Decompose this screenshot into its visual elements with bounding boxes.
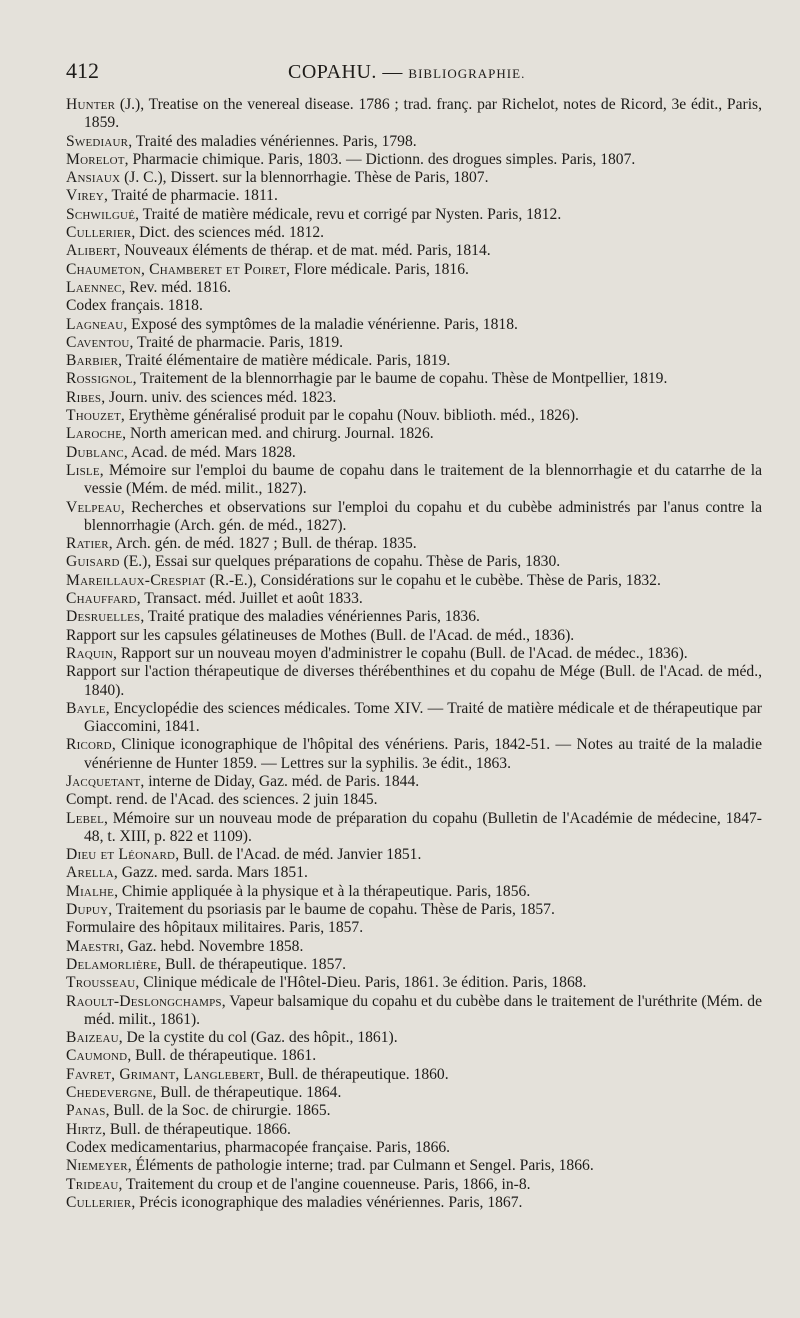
bibliography-entry	[66, 608, 762, 626]
bibliography-entry	[66, 1157, 762, 1175]
entry-author: Cullerier	[66, 224, 132, 242]
entry-author: Ricord	[66, 736, 112, 754]
entry-author: Mialhe	[66, 882, 115, 900]
entry-text: , Traité des maladies vénériennes. Paris, 1798.	[128, 132, 417, 150]
entry-text: , Éléments de pathologie interne; trad. par Culmann et Sengel. Paris, 1866.	[127, 1157, 594, 1175]
entry-text: , Encyclopédie des sciences médicales. Tome XIV. — Traité de matière médicale et de thérapeutique par Giaccomini, 1841.	[84, 699, 762, 736]
entry-author: Caumond	[66, 1047, 128, 1065]
bibliography-entry	[66, 407, 762, 425]
bibliography-entry	[66, 462, 762, 499]
entry-text: , Rapport sur un nouveau moyen d'administrer le copahu (Bull. de l'Acad. de médec., 1836).	[113, 644, 688, 662]
section-title: BIBLIOGRAPHIE.	[408, 66, 526, 81]
chapter-title: COPAHU.	[288, 61, 377, 83]
bibliography-entry	[66, 645, 762, 663]
entry-text: , Transact. méd. Juillet et août 1833.	[136, 590, 363, 608]
bibliography-entry	[66, 1102, 762, 1120]
entry-text: , Pharmacie chimique. Paris, 1803. — Dictionn. des drogues simples. Paris, 1807.	[124, 150, 636, 168]
entry-text: , Bull. de thérapeutique. 1857.	[157, 955, 347, 973]
bibliography-entry	[66, 919, 762, 937]
bibliography-entry	[66, 590, 762, 608]
entry-text: , Traité élémentaire de matière médicale. Paris, 1819.	[118, 352, 451, 370]
bibliography-entry	[66, 956, 762, 974]
bibliography-entry	[66, 1121, 762, 1139]
bibliography-list	[66, 96, 762, 1212]
entry-author: Mareillaux-Crespiat	[66, 571, 206, 589]
entry-text: , Recherches et observations sur l'emploi du copahu et du cubèbe administrés par l'anus contre la blennorrhagie (Arch. gén. de méd., 1827).	[84, 498, 762, 534]
entry-author: Thouzet	[66, 407, 121, 425]
entry-text: , Arch. gén. de méd. 1827 ; Bull. de thérap. 1835.	[108, 535, 417, 553]
entry-text: , Bull. de thérapeutique. 1861.	[127, 1047, 317, 1065]
entry-text: Codex français. 1818.	[66, 297, 203, 315]
entry-author: Dupuy	[66, 901, 109, 919]
entry-text: , Chimie appliquée à la physique et à la thérapeutique. Paris, 1856.	[114, 882, 531, 900]
entry-text: , Traitement du psoriasis par le baume de copahu. Thèse de Paris, 1857.	[108, 901, 555, 919]
entry-text: , Clinique iconographique de l'hôpital des vénériens. Paris, 1842-51. — Notes au traité de la maladie vénérienne de Hunter 1859. — Lettres sur la syphilis. 3e édit., 1863.	[84, 736, 762, 772]
bibliography-entry	[66, 700, 762, 737]
entry-author: Maestri	[66, 937, 120, 955]
bibliography-entry	[66, 352, 762, 370]
entry-author: Laroche	[66, 425, 123, 443]
bibliography-entry	[66, 187, 762, 205]
entry-author: Ansiaux	[66, 169, 121, 187]
bibliography-entry	[66, 773, 762, 791]
entry-author: Raquin	[66, 644, 114, 662]
entry-author: Trideau	[66, 1175, 119, 1193]
entry-text: Compt. rend. de l'Acad. des sciences. 2 juin 1845.	[66, 791, 378, 809]
bibliography-entry	[66, 1176, 762, 1194]
bibliography-entry	[66, 499, 762, 536]
entry-author: Panas	[66, 1102, 106, 1120]
bibliography-entry	[66, 938, 762, 956]
bibliography-entry	[66, 96, 762, 133]
entry-author: Chaumeton, Chamberet et Poiret	[66, 260, 287, 278]
entry-text: , Erythème généralisé produit par le copahu (Nouv. biblioth. méd., 1826).	[120, 407, 579, 425]
bibliography-entry	[66, 553, 762, 571]
entry-author: Dieu et Léonard	[66, 846, 176, 864]
entry-text: , North american med. and chirurg. Journal. 1826.	[122, 425, 434, 443]
entry-author: Dublanc	[66, 443, 124, 461]
bibliography-entry	[66, 864, 762, 882]
entry-text: , Précis iconographique des maladies vénériennes. Paris, 1867.	[131, 1193, 523, 1211]
bibliography-entry	[66, 1194, 762, 1212]
bibliography-entry	[66, 663, 762, 700]
entry-text: , Clinique médicale de l'Hôtel-Dieu. Paris, 1861. 3e édition. Paris, 1868.	[135, 974, 587, 992]
entry-author: Schwilgué	[66, 205, 136, 223]
entry-author: Virey	[66, 187, 104, 205]
entry-author: Raoult-Deslongchamps	[66, 992, 222, 1010]
bibliography-entry	[66, 151, 762, 169]
entry-text: , Vapeur balsamique du copahu et du cubèbe dans le traitement de l'uréthrite (Mém. de méd. milit., 1861).	[84, 992, 762, 1028]
bibliography-entry	[66, 169, 762, 187]
bibliography-entry	[66, 316, 762, 334]
bibliography-entry	[66, 297, 762, 315]
entry-text: , Gazz. med. sarda. Mars 1851.	[113, 864, 308, 882]
bibliography-entry	[66, 883, 762, 901]
bibliography-entry	[66, 334, 762, 352]
entry-author: Baizeau	[66, 1029, 119, 1047]
entry-author: Niemeyer	[66, 1157, 128, 1175]
entry-text: , Journ. univ. des sciences méd. 1823.	[101, 388, 337, 406]
entry-text: , Flore médicale. Paris, 1816.	[286, 260, 469, 278]
entry-text: , Traité de pharmacie. Paris, 1819.	[129, 333, 344, 351]
title-separator: —	[376, 61, 409, 83]
running-title	[288, 61, 525, 84]
bibliography-entry	[66, 279, 762, 297]
entry-text: , interne de Diday, Gaz. méd. de Paris. 1844.	[140, 772, 420, 790]
entry-text: , Mémoire sur l'emploi du baume de copahu dans le traitement de la blennorrhagie et du catarrhe de la vessie (Mém. de méd. milit., 1827).	[84, 461, 762, 498]
bibliography-entry	[66, 242, 762, 260]
bibliography-entry	[66, 444, 762, 462]
entry-author: Desruelles	[66, 608, 141, 626]
entry-author: Delamorlière	[66, 955, 158, 973]
bibliography-entry	[66, 261, 762, 279]
bibliography-entry	[66, 1066, 762, 1084]
entry-text: , Bull. de la Soc. de chirurgie. 1865.	[105, 1102, 331, 1120]
entry-author: Guisard	[66, 553, 120, 571]
entry-author: Hirtz	[66, 1120, 103, 1138]
entry-text: Codex medicamentarius, pharmacopée française. Paris, 1866.	[66, 1138, 451, 1156]
running-header	[66, 58, 762, 88]
entry-text: , Rev. méd. 1816.	[121, 278, 231, 296]
entry-text: , Traité de matière médicale, revu et corrigé par Nysten. Paris, 1812.	[135, 205, 562, 223]
entry-author: Arella	[66, 864, 114, 882]
entry-text: , Bull. de thérapeutique. 1860.	[259, 1065, 449, 1083]
entry-text: , Dict. des sciences méd. 1812.	[131, 224, 325, 242]
entry-text: , Traité de pharmacie. 1811.	[103, 187, 278, 205]
bibliography-entry	[66, 974, 762, 992]
entry-author: Lisle	[66, 461, 100, 479]
bibliography-entry	[66, 627, 762, 645]
entry-text: (J.), Treatise on the venereal disease. 1786 ; trad. franç. par Richelot, notes de Ricord, 3e édit., Paris, 1859.	[84, 96, 762, 132]
entry-text: (R.-E.), Considérations sur le copahu et le cubèbe. Thèse de Paris, 1832.	[205, 571, 661, 589]
entry-text: , Bull. de l'Acad. de méd. Janvier 1851.	[175, 846, 422, 864]
bibliography-entry	[66, 1139, 762, 1157]
entry-author: Jacquetant	[66, 772, 141, 790]
bibliography-entry	[66, 736, 762, 773]
entry-author: Favret, Grimant, Langlebert	[66, 1065, 260, 1083]
bibliography-entry	[66, 791, 762, 809]
entry-author: Trousseau	[66, 974, 136, 992]
entry-text: , Gaz. hebd. Novembre 1858.	[119, 937, 304, 955]
entry-author: Lagneau	[66, 315, 124, 333]
entry-text: Formulaire des hôpitaux militaires. Paris, 1857.	[66, 919, 364, 937]
bibliography-entry	[66, 1029, 762, 1047]
entry-text: , Mémoire sur un nouveau mode de préparation du copahu (Bulletin de l'Académie de médecine, 1847-48, t. XIII, p. 822 et 1109).	[84, 809, 762, 845]
bibliography-entry	[66, 846, 762, 864]
entry-text: , Traité pratique des maladies vénériennes Paris, 1836.	[140, 608, 480, 626]
entry-author: Alibert	[66, 242, 117, 260]
entry-author: Hunter	[66, 96, 116, 113]
page-number: 412	[66, 58, 99, 83]
entry-author: Bayle	[66, 699, 106, 717]
bibliography-entry	[66, 206, 762, 224]
entry-text: Rapport sur les capsules gélatineuses de Mothes (Bull. de l'Acad. de méd., 1836).	[66, 626, 575, 644]
entry-author: Lebel	[66, 809, 105, 827]
bibliography-entry	[66, 370, 762, 388]
entry-text: , Exposé des symptômes de la maladie vénérienne. Paris, 1818.	[123, 315, 518, 333]
bibliography-entry	[66, 389, 762, 407]
entry-author: Cullerier	[66, 1193, 132, 1211]
entry-author: Velpeau	[66, 498, 121, 516]
entry-text: , Traitement de la blennorrhagie par le baume de copahu. Thèse de Montpellier, 1819.	[132, 370, 668, 388]
entry-author: Morelot	[66, 150, 125, 168]
entry-author: Rossignol	[66, 370, 133, 388]
entry-author: Chauffard	[66, 590, 137, 608]
bibliography-entry	[66, 1047, 762, 1065]
entry-text: , Bull. de thérapeutique. 1864.	[152, 1084, 342, 1102]
entry-text: (J. C.), Dissert. sur la blennorrhagie. Thèse de Paris, 1807.	[120, 169, 489, 187]
bibliography-entry	[66, 572, 762, 590]
bibliography-entry	[66, 810, 762, 847]
entry-author: Ribes	[66, 388, 102, 406]
entry-text: , De la cystite du col (Gaz. des hôpit., 1861).	[118, 1029, 398, 1047]
entry-text: , Acad. de méd. Mars 1828.	[123, 443, 296, 461]
entry-author: Chedevergne	[66, 1084, 153, 1102]
entry-text: (E.), Essai sur quelques préparations de copahu. Thèse de Paris, 1830.	[119, 553, 561, 571]
bibliography-entry	[66, 1084, 762, 1102]
entry-author: Laennec	[66, 278, 122, 296]
entry-text: , Bull. de thérapeutique. 1866.	[102, 1120, 291, 1138]
entry-author: Swediaur	[66, 132, 129, 150]
entry-text: Rapport sur l'action thérapeutique de diverses thérébenthines et du copahu de Mége (Bull. de l'Acad. de méd., 1840).	[66, 663, 762, 699]
entry-text: , Traitement du croup et de l'angine couenneuse. Paris, 1866, in-8.	[118, 1175, 531, 1193]
bibliography-entry	[66, 133, 762, 151]
bibliography-entry	[66, 901, 762, 919]
entry-text: , Nouveaux éléments de thérap. et de mat. méd. Paris, 1814.	[116, 242, 491, 260]
entry-author: Caventou	[66, 333, 130, 351]
bibliography-entry	[66, 425, 762, 443]
entry-author: Barbier	[66, 352, 119, 370]
entry-author: Ratier	[66, 535, 109, 553]
bibliography-entry	[66, 224, 762, 242]
bibliography-entry	[66, 535, 762, 553]
bibliography-entry	[66, 993, 762, 1030]
